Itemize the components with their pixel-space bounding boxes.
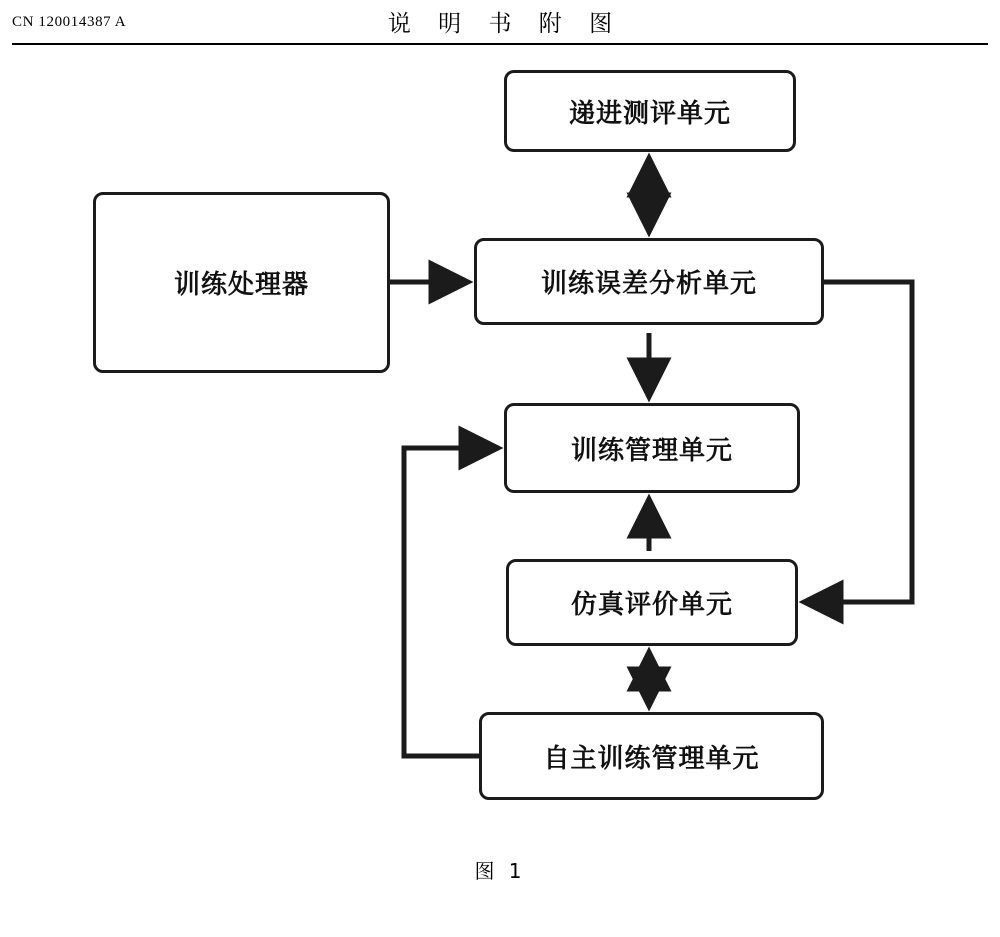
document-title: 说 明 书 附 图: [387, 11, 623, 37]
node-label: 仿真评价单元: [570, 590, 733, 620]
figure-caption: 图 1: [474, 859, 526, 883]
connector-error-loop-to-simulation: [806, 282, 912, 602]
page-header: [0, 0, 1000, 44]
node-training-management-unit[interactable]: [504, 403, 800, 493]
publication-number: CN 120014387 A: [12, 14, 127, 30]
node-label: 训练处理器: [173, 270, 309, 300]
node-training-processor[interactable]: [93, 192, 390, 373]
node-label: 训练管理单元: [570, 435, 733, 466]
node-label: 自主训练管理单元: [543, 743, 760, 774]
node-label: 训练误差分析单元: [540, 269, 757, 299]
node-simulation-evaluation-unit[interactable]: [506, 559, 798, 646]
node-label: 递进测评单元: [568, 98, 731, 129]
node-progressive-evaluation-unit[interactable]: [504, 70, 796, 152]
node-autonomous-training-management-unit[interactable]: [479, 712, 824, 800]
node-training-error-analysis-unit[interactable]: [474, 238, 824, 325]
figure-diagram: [0, 44, 1000, 884]
connector-autonomous-loop-to-management: [404, 448, 496, 756]
